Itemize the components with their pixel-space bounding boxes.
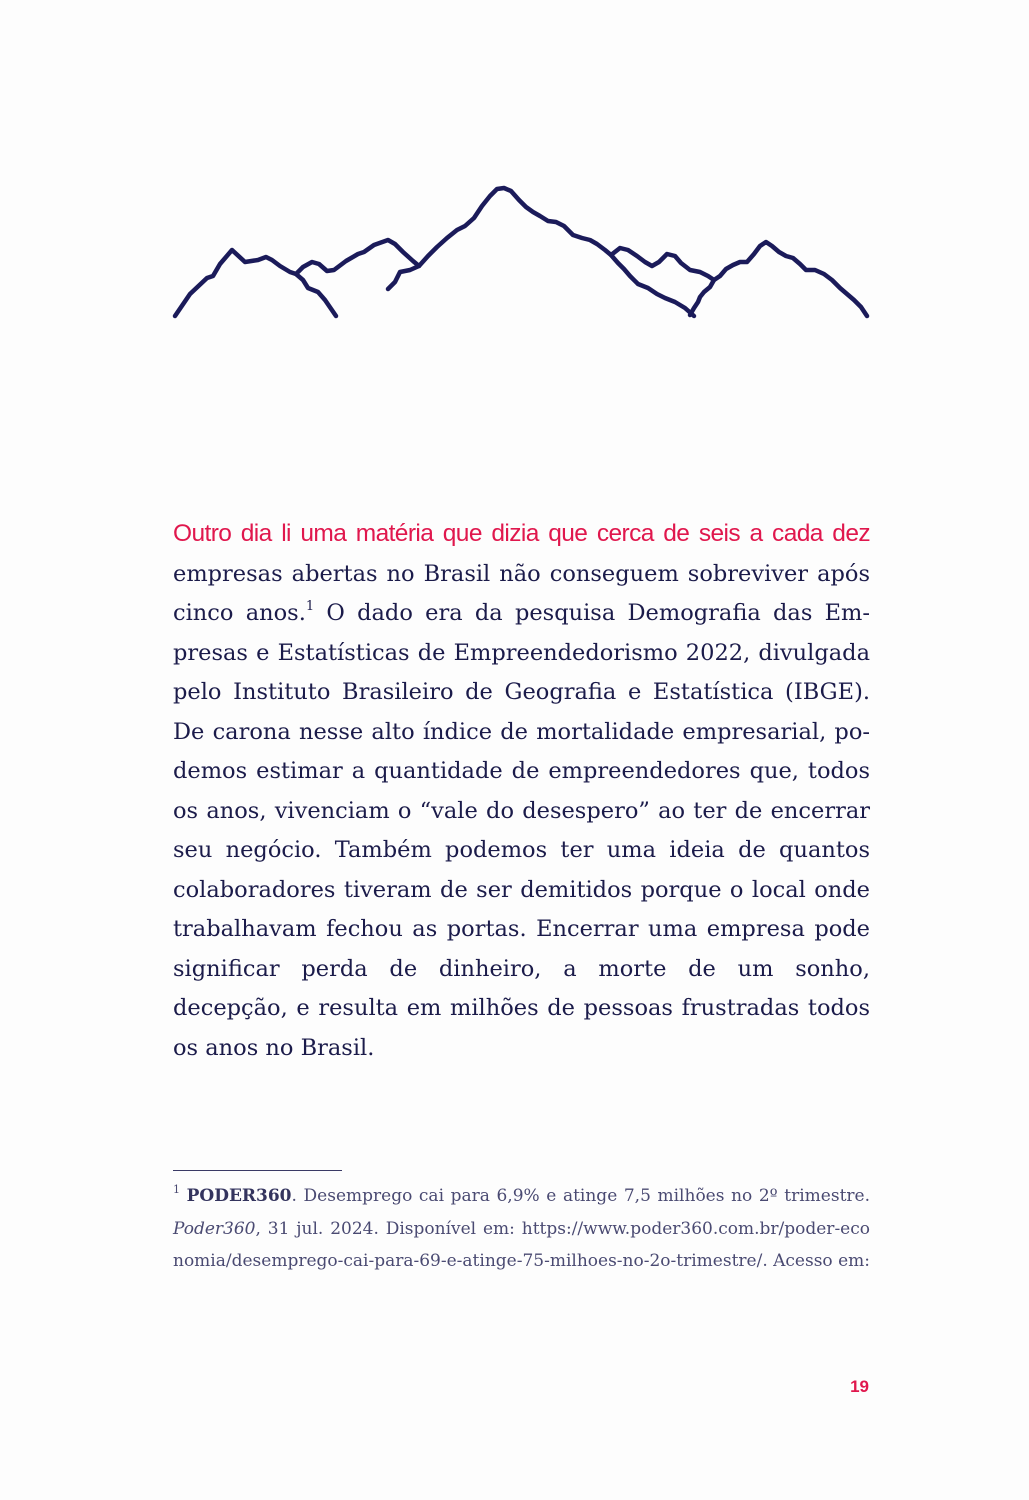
footnote-reference: 1 [305, 598, 315, 614]
footnote-publication: Poder360 [173, 1218, 256, 1239]
footnote-text1: . Desemprego cai para 6,9% e atinge 7,5 milhões no 2º trimestre. [291, 1186, 870, 1206]
footnote [173, 1180, 870, 1278]
footnote-divider [173, 1170, 342, 1171]
body-paragraph [173, 514, 870, 1068]
footnote-text2: , 31 jul. 2024. Disponível em: https://www.poder360.com.br/poder-economia/desemprego-cai-para-69-e-atinge-75-milhoes-no-2o-trimestre/. Acesso em: [173, 1218, 870, 1271]
mountain-range-icon [160, 175, 880, 335]
page-number: 19 [850, 1377, 869, 1396]
footnote-source: PODER360 [186, 1186, 292, 1206]
lead-sentence: Outro dia li uma matéria que dizia que cerca de seis a cada dez [173, 520, 870, 547]
body-text-part2: O dado era da pesquisa Demografia das Empresas e Estatísticas de Empreendedorismo 2022, divulgada pelo Instituto Brasileiro de Geografia e Estatística (IBGE). De carona nesse alto índice de mortalidade empresarial, podemos estimar a quantidade de empreendedores que, todos os anos, vivenciam o “vale do desespero” ao ter de encerrar seu negócio. Também podemos ter uma ideia de quantos colaboradores tiveram de ser demitidos porque o local onde trabalhavam fechou as portas. Encerrar uma empresa pode significar perda de dinheiro, a morte de um sonho, decepção, e resulta em milhões de pessoas frustradas todos os anos no Brasil. [173, 600, 871, 1061]
body-text-part1: empresas abertas no Brasil não conseguem sobreviver após cinco anos. [173, 560, 870, 626]
footnote-number: 1 [173, 1183, 180, 1197]
